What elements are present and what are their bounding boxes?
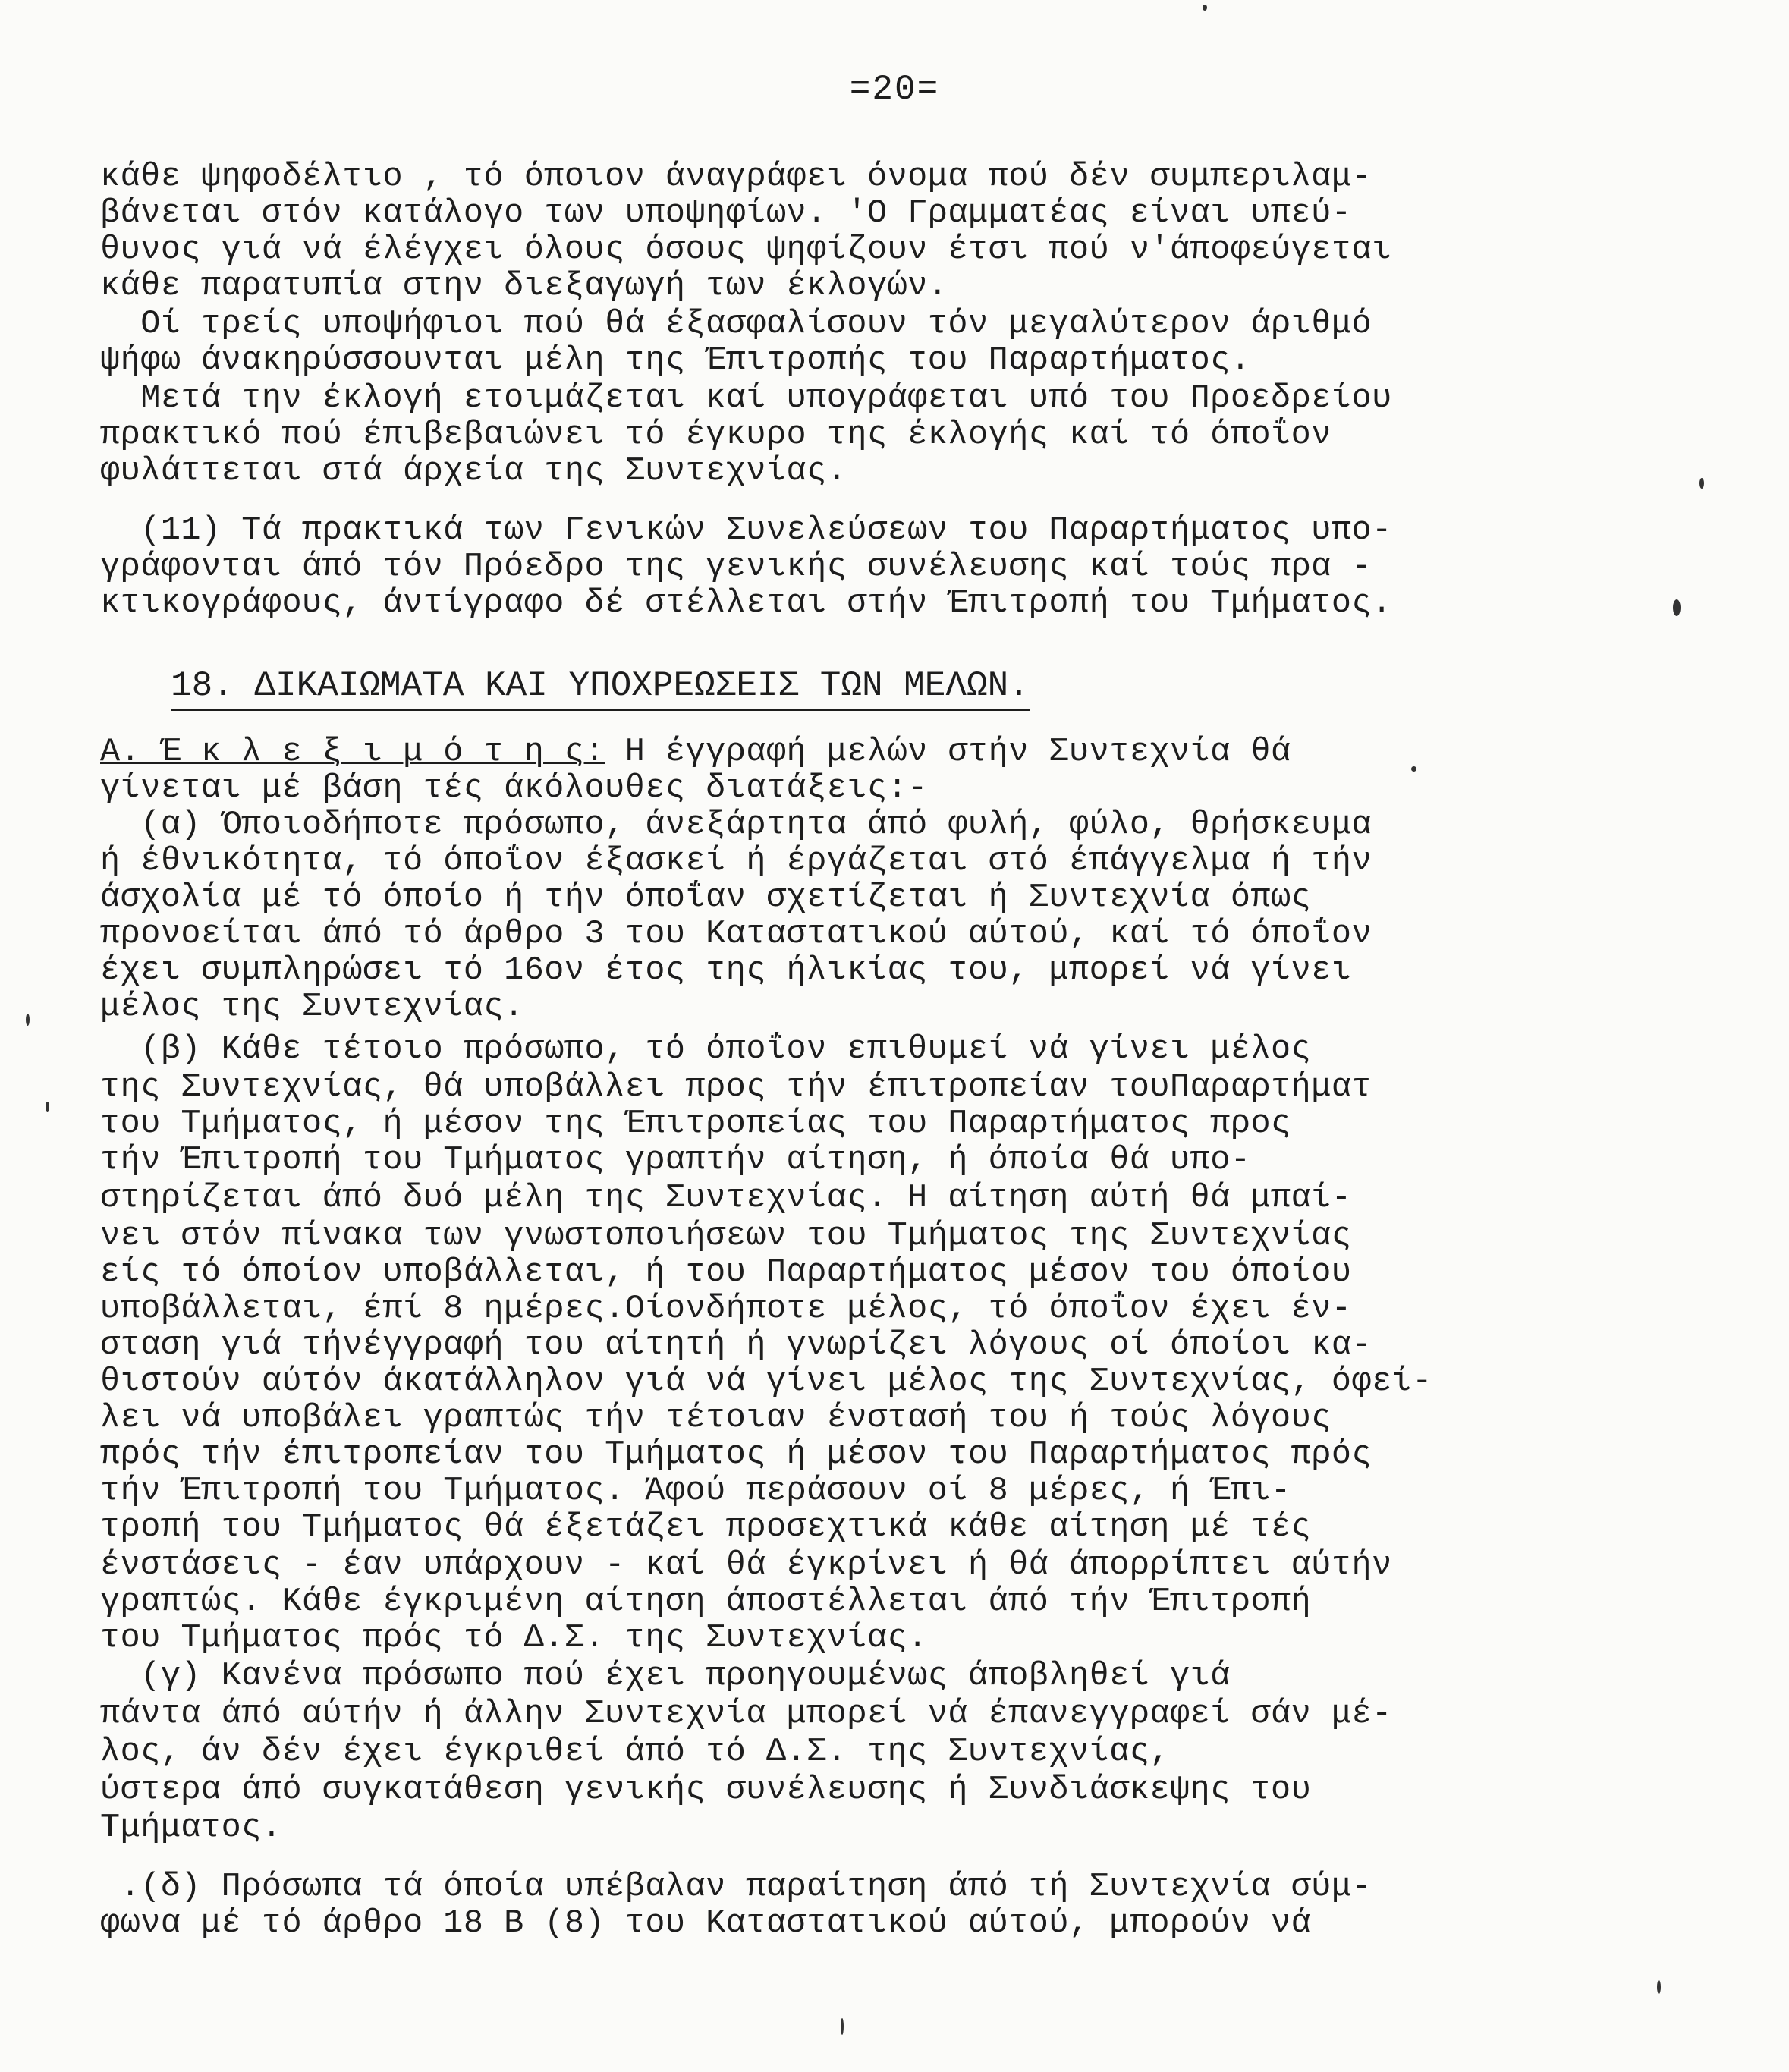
text-line: φωνα μέ τό άρθρο 18 Β (8) του Καταστατικού αύτού, μπορούν νά [100,1905,1312,1942]
text-line: υποβάλλεται, έπί 8 ημέρες.Οίονδήποτε μέλος, τό όποΐον έχει έν- [100,1291,1352,1328]
scan-speck [46,1102,49,1112]
text-line: ή έθνικότητα, τό όποΐον έξασκεί ή έργάζεται στό έπάγγελμα ή τήν [100,843,1372,880]
text-line: Μετά την έκλογή ετοιμάζεται καί υπογράφεται υπό του Προεδρείου [100,380,1392,417]
text-line: τήν Έπιτροπή του Τμήματος γραπτήν αίτηση, ή όποία θά υπο- [100,1142,1251,1179]
text-line: θιστούν αύτόν άκατάλληλον γιά νά γίνει μέλος της Συντεχνίας, όφεί- [100,1363,1432,1401]
text-line: του Τμήματος πρός τό Δ.Σ. της Συντεχνίας. [100,1620,928,1657]
text-line: σταση γιά τήνέγγραφή του αίτητή ή γνωρίζει λόγους οί όποίοι κα- [100,1327,1372,1364]
text-line: φυλάττεται στά άρχεία της Συντεχνίας. [100,453,847,490]
text-line: (γ) Κανένα πρόσωπο πού έχει προηγουμένως άποβληθεί γιά [100,1658,1231,1695]
text-line: θυνος γιά νά έλέγχει όλους όσους ψηφίζουν έτσι πού ν'άποφεύγεται [100,231,1392,269]
text-line: λος, άν δέν έχει έγκριθεί άπό τό Δ.Σ. της Συντεχνίας, [100,1734,1171,1771]
section-a-first-text: Η έγγραφή μελών στήν Συντεχνία θά [605,734,1291,771]
text-line: κάθε παρατυπία στην διεξαγωγή των έκλογών. [100,268,948,305]
text-line: μέλος της Συντεχνίας. [100,989,524,1026]
text-line: (11) Τά πρακτικά των Γενικών Συνελεύσεων του Παραρτήματος υπο- [100,512,1392,549]
text-line: έχει συμπληρώσει τό 16ον έτος της ήλικίας του, μπορεί νά γίνει [100,952,1352,989]
text-line: βάνεται στόν κατάλογο των υποψηφίων. 'Ο Γραμματέας είναι υπεύ- [100,195,1352,232]
text-line: είς τό όποίον υποβάλλεται, ή του Παραρτήματος μέσον του όποίου [100,1254,1352,1291]
text-line: κτικογράφους, άντίγραφο δέ στέλλεται στήν Έπιτροπή του Τμήματος. [100,585,1392,622]
text-line: τήν Έπιτροπή του Τμήματος. Άφού περάσουν οί 8 μέρες, ή Έπι- [100,1473,1291,1510]
text-line: πρακτικό πού έπιβεβαιώνει τό έγκυρο της έκλογής καί τό όποΐον [100,417,1332,454]
scan-speck [1657,1980,1661,1994]
text-line: (α) Όποιοδήποτε πρόσωπο, άνεξάρτητα άπό φυλή, φύλο, θρήσκευμα [100,806,1372,844]
text-line: πάντα άπό αύτήν ή άλλην Συντεχνία μπορεί νά έπανεγγραφεί σάν μέ- [100,1696,1392,1733]
text-line: (β) Κάθε τέτοιο πρόσωπο, τό όποΐον επιθυμεί νά γίνει μέλος [100,1031,1312,1068]
scan-speck [1673,599,1681,616]
text-line: Τμήματος. [100,1809,282,1847]
text-line: τροπή του Τμήματος θά έξετάζει προσεχτικά κάθε αίτηση μέ τές [100,1509,1312,1546]
scan-speck [26,1014,30,1026]
text-line: ύστερα άπό συγκατάθεση γενικής συνέλευσης ή Συνδιάσκεψης του [100,1772,1312,1809]
text-line: άσχολία μέ τό όποίο ή τήν όποΐαν σχετίζεται ή Συντεχνία όπως [100,879,1312,917]
text-line: νει στόν πίνακα των γνωστοποιήσεων του Τμήματος της Συντεχνίας [100,1218,1352,1255]
text-line: ψήφω άνακηρύσσουνται μέλη της Έπιτροπής του Παραρτήματος. [100,342,1251,379]
text-line: κάθε ψηφοδέλτιο , τό όποιον άναγράφει όνομα πού δέν συμπεριλαμ- [100,159,1372,196]
section-a-label: Α. Έ κ λ ε ξ ι μ ό τ η ς: [100,734,605,771]
scan-speck [841,2018,844,2035]
text-line: Οί τρείς υποψήφιοι πού θά έξασφαλίσουν τόν μεγαλύτερον άριθμό [100,306,1372,343]
text-line: γίνεται μέ βάση τές άκόλουθες διατάξεις:- [100,770,928,807]
text-line: της Συντεχνίας, θά υποβάλλει προς τήν έπιτροπείαν τουΠαραρτήματ [100,1069,1372,1106]
text-line: γράφονται άπό τόν Πρόεδρο της γενικής συνέλευσης καί τούς πρα - [100,549,1372,586]
scan-speck [1203,5,1207,11]
text-line: πρός τήν έπιτροπείαν του Τμήματος ή μέσον του Παραρτήματος πρός [100,1436,1372,1473]
section-heading: 18. ΔΙΚΑΙΩΜΑΤΑ ΚΑΙ ΥΠΟΧΡΕΩΣΕΙΣ ΤΩΝ ΜΕΛΩΝ. [171,666,1030,711]
text-line: λει νά υποβάλει γραπτώς τήν τέτοιαν ένστασή του ή τούς λόγους [100,1400,1332,1437]
scan-speck [1699,478,1704,489]
scan-speck [1411,766,1416,772]
page-number: =20= [849,70,940,109]
text-line: .(δ) Πρόσωπα τά όποία υπέβαλαν παραίτηση άπό τή Συντεχνία σύμ- [100,1869,1372,1906]
text-line: ένστάσεις - έαν υπάρχουν - καί θά έγκρίνει ή θά άπορρίπτει αύτήν [100,1547,1392,1584]
text-line: στηρίζεται άπό δυό μέλη της Συντεχνίας. Η αίτηση αύτή θά μπαί- [100,1180,1352,1217]
text-line: προνοείται άπό τό άρθρο 3 του Καταστατικού αύτού, καί τό όποΐον [100,916,1372,953]
text-line: του Τμήματος, ή μέσον της Έπιτροπείας του Παραρτήματος προς [100,1105,1291,1143]
text-line: γραπτώς. Κάθε έγκριμένη αίτηση άποστέλλεται άπό τήν Έπιτροπή [100,1583,1312,1621]
section-a-first-line [100,734,1291,770]
